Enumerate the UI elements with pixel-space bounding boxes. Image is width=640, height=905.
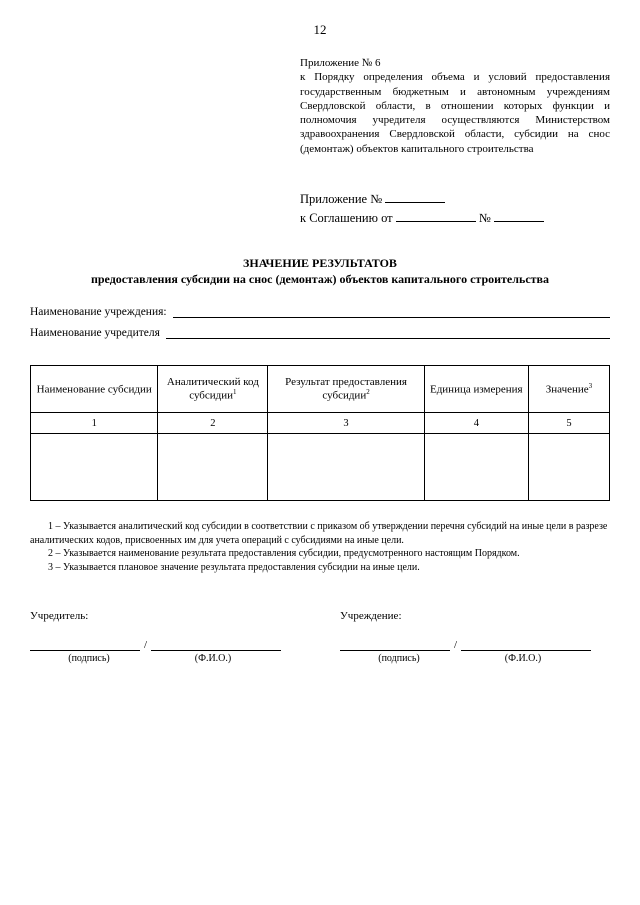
- header-subsidy-name: Наименование субсидии: [31, 366, 158, 413]
- signature-hint: (подпись): [68, 653, 110, 664]
- footnotes: [30, 520, 610, 574]
- appendix-text: к Порядку определения объема и условий предоставления государственным бюджетным и автономным учреждениям Свердловской области, в отношении которых функции и полномочия учредителя осуществляются Министерством здравоохранения Свердловской области, субсидии на снос (демонтаж) объектов капитального строительства: [300, 71, 610, 155]
- signature-line: [30, 638, 140, 651]
- institution-signature-hints: [340, 653, 610, 664]
- appendix-number-blank: [385, 190, 445, 203]
- header-result: Результат предоставления субсидии$^2$: [268, 366, 424, 413]
- table-cell: [528, 434, 609, 501]
- signature-line: [340, 638, 450, 651]
- name-hint: (Ф.И.О.): [504, 653, 542, 664]
- founder-signature-hints: [30, 653, 300, 664]
- table-cell: [424, 434, 528, 501]
- agreement-date-label: к Соглашению от: [300, 210, 393, 225]
- footnote-3: 3 – Указывается плановое значение результата предоставления субсидии на иные цели.: [48, 561, 420, 573]
- founder-signature-label: Учредитель:: [30, 610, 89, 622]
- agreement-number-blank: [494, 209, 544, 222]
- institution-field: [30, 305, 610, 318]
- table-number-row: [31, 413, 610, 434]
- agreement-date-row: [300, 209, 544, 228]
- header-value: Значение$^3$: [528, 366, 609, 413]
- founder-signature-block: [30, 610, 300, 664]
- founder-signature-line: [30, 638, 300, 651]
- header-analytic-code: Аналитический код субсидии$^1$: [158, 366, 268, 413]
- agreement-date-blank: [396, 209, 476, 222]
- institution-label: Наименование учреждения:: [30, 306, 167, 318]
- agreement-number-sign: №: [478, 210, 491, 225]
- column-number: 5: [528, 413, 609, 434]
- title-line-2: предоставления субсидии на снос (демонтаж) объектов капитального строительства: [90, 272, 550, 287]
- name-hint: (Ф.И.О.): [194, 653, 232, 664]
- results-table: [30, 365, 610, 501]
- appendix-number-label: Приложение №: [300, 192, 383, 206]
- appendix-heading: Приложение № 6: [300, 57, 381, 69]
- column-number: 2: [158, 413, 268, 434]
- institution-signature-label: Учреждение:: [340, 610, 402, 622]
- table-row: [31, 434, 610, 501]
- table-cell: [31, 434, 158, 501]
- founder-field: [30, 326, 610, 339]
- name-line: [461, 638, 591, 651]
- table-header-row: [31, 366, 610, 413]
- page-number: 12: [313, 22, 327, 37]
- column-number: 3: [268, 413, 424, 434]
- agreement-reference: [300, 190, 544, 227]
- appendix-header: [300, 56, 610, 156]
- title-line-1: ЗНАЧЕНИЕ РЕЗУЛЬТАТОВ: [243, 256, 397, 270]
- institution-signature-line: [340, 638, 610, 651]
- header-fields: [30, 305, 610, 347]
- footnote-1: 1 – Указывается аналитический код субсидии в соответствии с приказом об утверждении перечня субсидий на иные цели в разрезе аналитических кодов, присвоенных им для учета операций с субсидиями на иные цели.: [30, 521, 608, 546]
- table-cell: [268, 434, 424, 501]
- header-unit: Единица измерения: [424, 366, 528, 413]
- table-cell: [158, 434, 268, 501]
- institution-line: [173, 305, 610, 318]
- column-number: 1: [31, 413, 158, 434]
- footnote-2: 2 – Указывается наименование результата предоставления субсидии, предусмотренного настоящим Порядком.: [48, 548, 520, 559]
- name-line: [151, 638, 281, 651]
- institution-signature-block: [340, 610, 610, 664]
- column-number: 4: [424, 413, 528, 434]
- slash-separator: /: [454, 639, 458, 651]
- signature-hint: (подпись): [378, 653, 420, 664]
- appendix-number-row: [300, 190, 544, 209]
- document-title: [20, 255, 620, 287]
- founder-label: Наименование учредителя: [30, 327, 160, 339]
- slash-separator: /: [144, 639, 148, 651]
- founder-line: [166, 326, 610, 339]
